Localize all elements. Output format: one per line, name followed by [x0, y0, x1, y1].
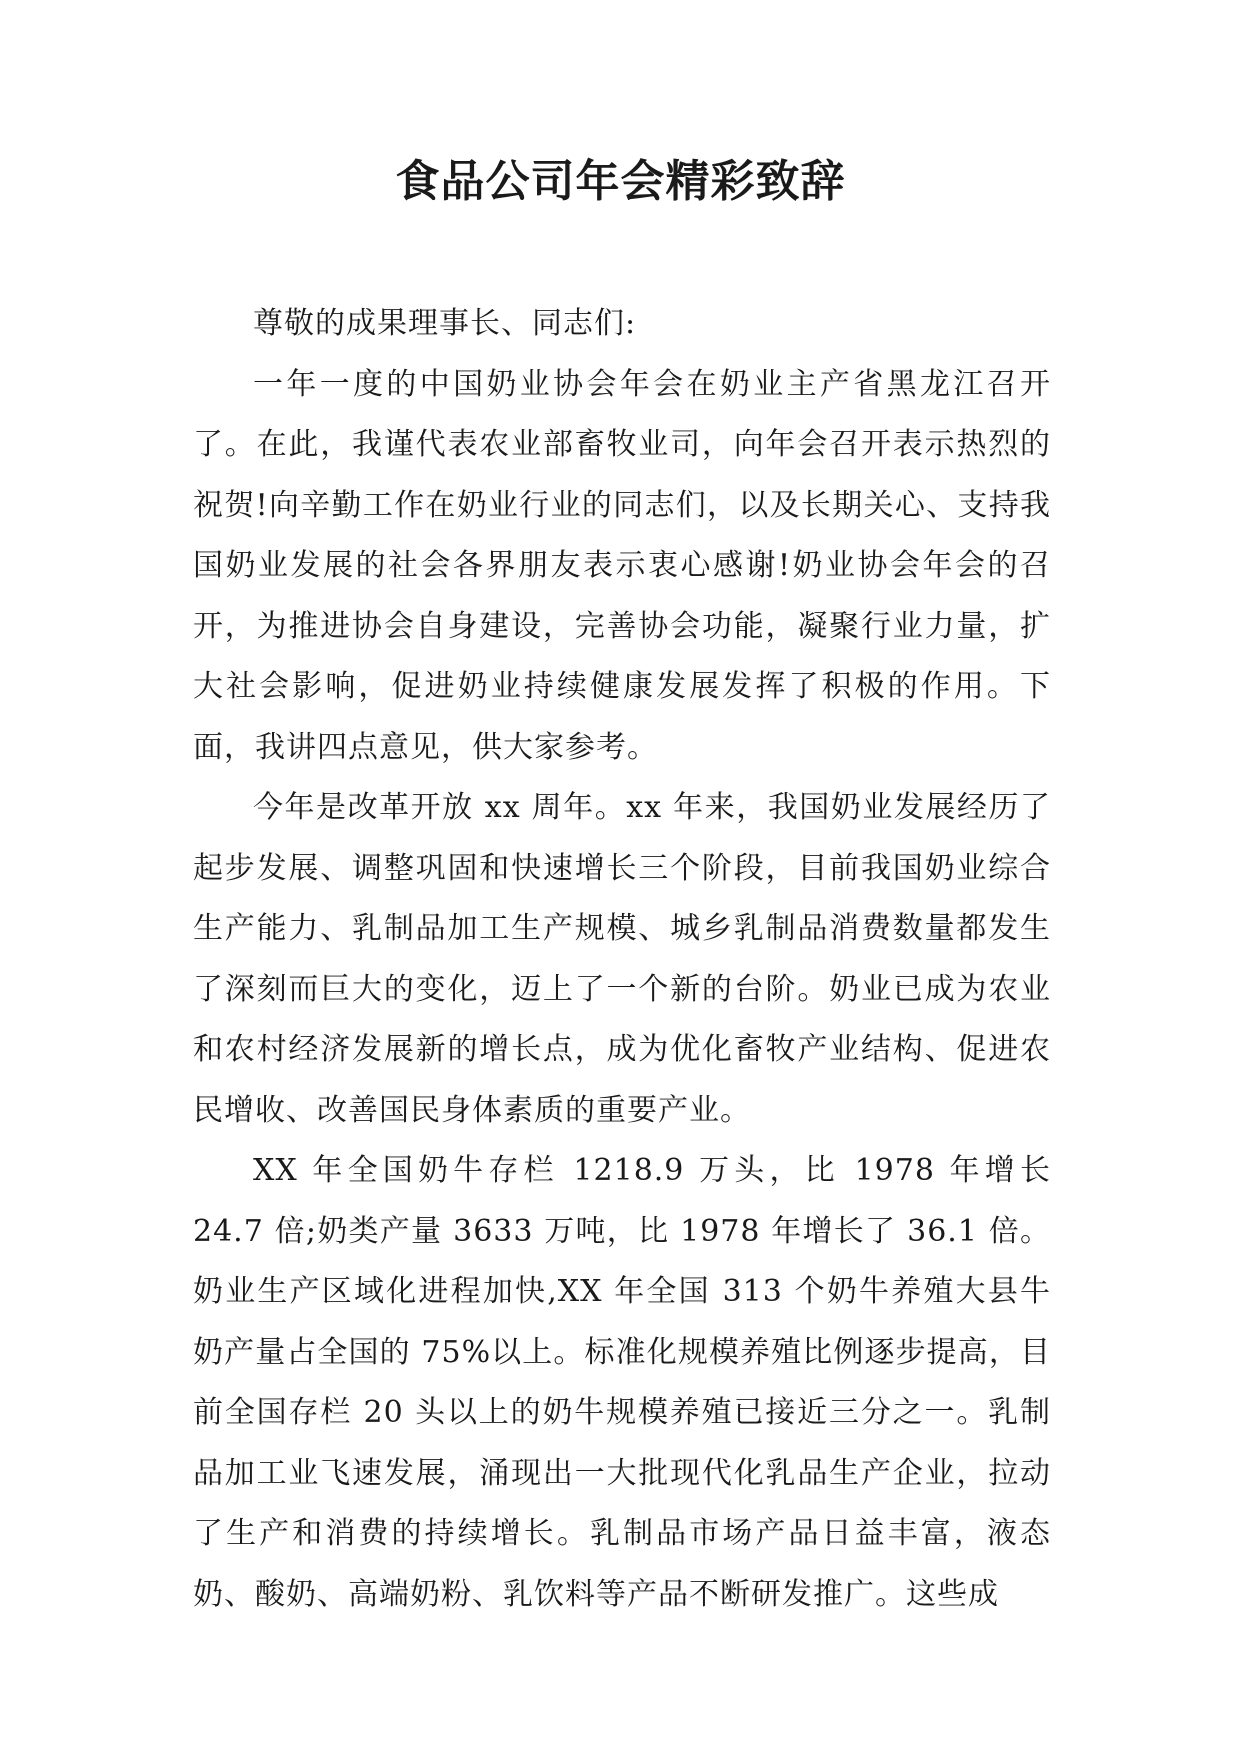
opening-paragraph: 一年一度的中国奶业协会年会在奶业主产省黑龙江召开了。在此，我谨代表农业部畜牧业司，向年会召开表示热烈的祝贺!向辛勤工作在奶业行业的同志们，以及长期关心、支持我国奶业发展的社会各界朋友表示衷心感谢!奶业协会年会的召开，为推进协会自身建设，完善协会功能，凝聚行业力量，扩大社会影响，促进奶业持续健康发展发挥了积极的作用。下面，我讲四点意见，供大家参考。 [193, 366, 1051, 765]
development-paragraph: 今年是改革开放 xx 周年。xx 年来，我国奶业发展经历了起步发展、调整巩固和快速增长三个阶段，目前我国奶业综合生产能力、乳制品加工生产规模、城乡乳制品消费数量都发生了深刻而巨大的变化，迈上了一个新的台阶。奶业已成为农业和农村经济发展新的增长点，成为优化畜牧产业结构、促进农民增收、改善国民身体素质的重要产业。 [193, 790, 1051, 1128]
document-title: 食品公司年会精彩致辞 [395, 156, 846, 207]
salutation-paragraph: 尊敬的成果理事长、同志们: [253, 306, 637, 341]
document-body [193, 294, 1051, 1625]
statistics-paragraph: XX 年全国奶牛存栏 1218.9 万头，比 1978 年增长 24.7 倍;奶类产量 3633 万吨，比 1978 年增长了 36.1 倍。奶业生产区域化进程加快,XX 年全国 313 个奶牛养殖大县牛奶产量占全国的 75%以上。标准化规模养殖比例逐步提高，目前全国存栏 20 头以上的奶牛规模养殖已接近三分之一。乳制品加工业飞速发展，涌现出一大批现代化乳品生产企业，拉动了生产和消费的持续增长。乳制品市场产品日益丰富，液态奶、酸奶、高端奶粉、乳饮料等产品不断研发推广。这些成 [193, 1153, 1051, 1612]
